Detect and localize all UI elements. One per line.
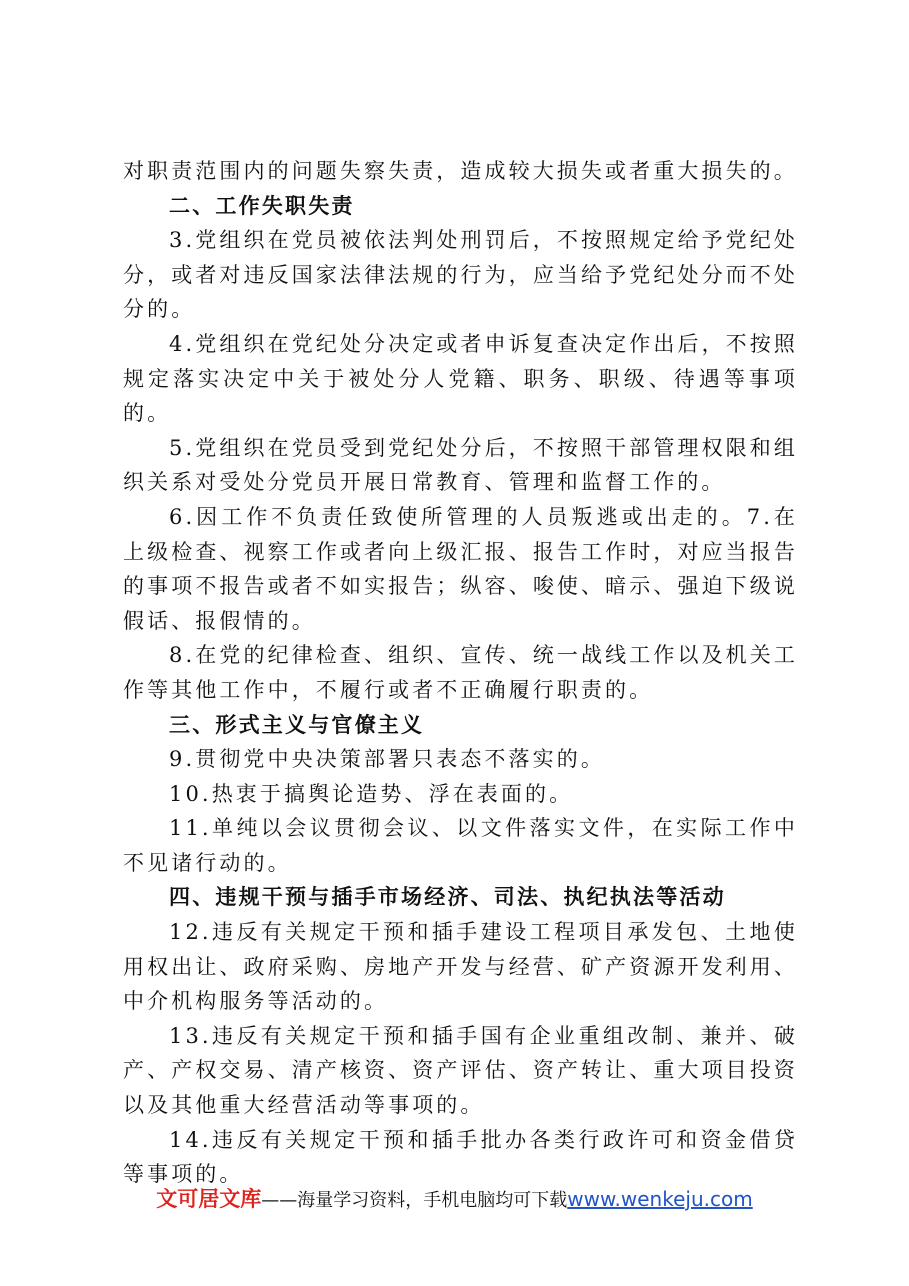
paragraph: 4.党组织在党纪处分决定或者申诉复查决定作出后，不按照规定落实决定中关于被处分人党籍、职务、职级、待遇等事项的。	[123, 331, 798, 426]
paragraph: 8.在党的纪律检查、组织、宣传、统一战线工作以及机关工作等其他工作中，不履行或者不正确履行职责的。	[123, 643, 798, 702]
paragraph: 12.违反有关规定干预和插手建设工程项目承发包、土地使用权出让、政府采购、房地产开发与经营、矿产资源开发利用、中介机构服务等活动的。	[123, 920, 798, 1014]
footer-banner	[0, 1183, 909, 1213]
section-heading: 四、违规干预与插手市场经济、司法、执纪执法等活动	[169, 885, 726, 910]
paragraph: 14.违反有关规定干预和插手批办各类行政许可和资金借贷等事项的。	[123, 1127, 798, 1187]
paragraph: 5.党组织在党员受到党纪处分后，不按照干部管理权限和组织关系对受处分党员开展日常教育、管理和监督工作的。	[123, 435, 798, 495]
document-body	[123, 154, 798, 1192]
paragraph: 对职责范围内的问题失察失责，造成较大损失或者重大损失的。	[123, 159, 798, 183]
paragraph: 9.贯彻党中央决策部署只表态不落实的。	[169, 747, 605, 772]
footer-tagline: ——海量学习资料，手机电脑均可下载	[261, 1190, 568, 1211]
section-heading: 三、形式主义与官僚主义	[169, 712, 425, 737]
paragraph: 6.因工作不负责任致使所管理的人员叛逃或出走的。7.在上级检查、视察工作或者向上级汇报、报告工作时，对应当报告的事项不报告或者不如实报告；纵容、唆使、暗示、强迫下级说假话、报假情的。	[123, 504, 798, 633]
website-link[interactable]: www.wenkeju.com	[567, 1187, 753, 1211]
section-heading: 二、工作失职失责	[169, 193, 355, 218]
brand-name: 文可居文库	[156, 1187, 262, 1211]
paragraph: 13.违反有关规定干预和插手国有企业重组改制、兼并、破产、产权交易、清产核资、资产评估、资产转让、重大项目投资以及其他重大经营活动等事项的。	[123, 1023, 798, 1118]
paragraph: 3.党组织在党员被依法判处刑罚后，不按照规定给予党纪处分，或者对违反国家法律法规的行为，应当给予党纪处分而不处分的。	[123, 228, 798, 322]
paragraph: 11.单纯以会议贯彻会议、以文件落实文件，在实际工作中不见诸行动的。	[123, 816, 798, 875]
paragraph: 10.热衷于搞舆论造势、浮在表面的。	[169, 781, 574, 806]
